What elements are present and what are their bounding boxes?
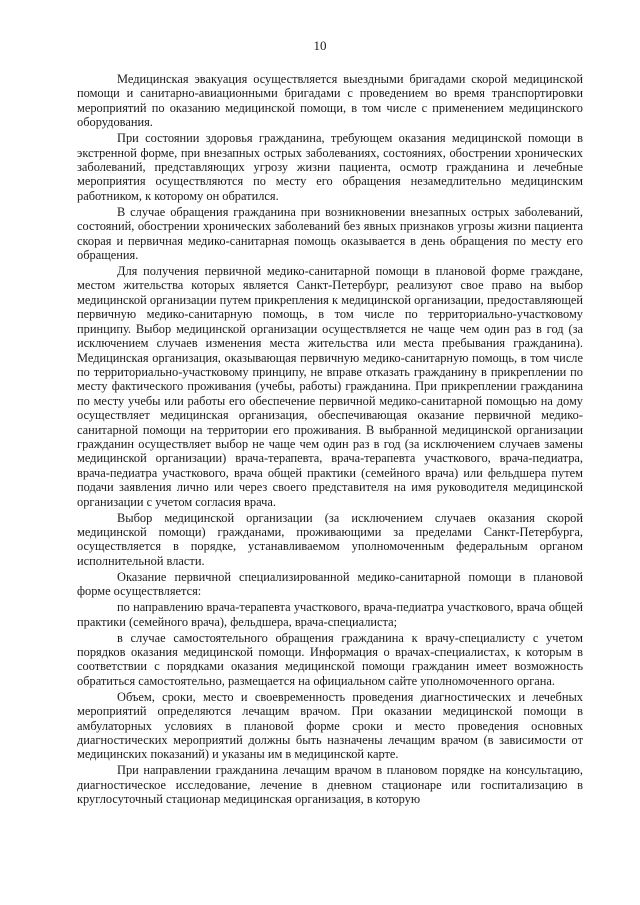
paragraph-planned-referral: При направлении гражданина лечащим врачом в плановом порядке на консультацию, диагностическое исследование, лечение в дневном стационаре или госпитализацию в круглосуточный стационар медицинская организация, в которую <box>77 763 583 807</box>
paragraph-specialized-care: Оказание первичной специализированной медико-санитарной помощи в плановой форме осуществляется: <box>77 569 583 599</box>
document-body <box>77 72 583 808</box>
paragraph-self-referral: в случае самостоятельного обращения гражданина к врачу-специалисту с учетом порядков оказания медицинской помощи. Информация о врачах-специалистах, к которым в соответствии с порядками оказания медицинской помощи гражданин имеет возможность обратиться самостоятельно, размещается на официальном сайте уполномоченного органа. <box>77 630 583 688</box>
page-number: 10 <box>313 38 327 53</box>
paragraph-referral: по направлению врача-терапевта участкового, врача-педиатра участкового, врача общей практики (семейного врача), фельдшера, врача-специалиста; <box>77 600 583 629</box>
paragraph-diagnostic-scope: Объем, сроки, место и своевременность проведения диагностических и лечебных мероприятий определяются лечащим врачом. При оказании медицинской помощи в амбулаторных условиях в плановой форме сроки и место проведения основных диагностических мероприятий должны быть назначены лечащим врачом (в зависимости от медицинских показаний) и указаны им в медицинской карте. <box>77 689 583 762</box>
paragraph-non-resident-choice: Выбор медицинской организации (за исключением случаев оказания скорой медицинской помощи) гражданами, проживающими за пределами Санкт-Петербурга, осуществляется в порядке, устанавливаемом уполномоченным федеральным органом исполнительной власти. <box>77 510 583 568</box>
paragraph-primary-care-choice: Для получения первичной медико-санитарной помощи в плановой форме граждане, местом жительства которых является Санкт-Петербург, реализуют свое право на выбор медицинской организации путем прикрепления к медицинской организации, предоставляющей первичную медико-санитарную помощь, в том числе по территориально-участковому принципу. Выбор медицинской организации осуществляется не чаще чем один раз в год (за исключением случаев изменения места жительства или места пребывания гражданина). Медицинская организация, оказывающая первичную медико-санитарную помощь, в том числе по территориально-участковому принципу, не вправе отказать гражданину в прикреплении по месту фактического проживания (учебы, работы) гражданина. При прикреплении гражданина по месту учебы или работы его обеспечение первичной медико-санитарной помощью на дому осуществляет медицинская организация, обеспечивающая оказание первичной медико-санитарной помощи на территории его проживания. В выбранной медицинской организации гражданин осуществляет выбор не чаще чем один раз в год (за исключением случаев замены медицинской организации) врача-терапевта, врача-терапевта участкового, врача-педиатра, врача-педиатра участкового, врача общей практики (семейного врача) или фельдшера путем подачи заявления лично или через своего представителя на имя руководителя медицинской организации с учетом согласия врача. <box>77 264 583 509</box>
paragraph-medical-evacuation: Медицинская эвакуация осуществляется выездными бригадами скорой медицинской помощи и санитарно-авиационными бригадами с проведением во время транспортировки мероприятий по оказанию медицинской помощи, в том числе с применением медицинского оборудования. <box>77 72 583 130</box>
paragraph-urgent-care: В случае обращения гражданина при возникновении внезапных острых заболеваний, состояний, обострении хронических заболеваний без явных признаков угрозы жизни пациента скорая и первичная медико-санитарная помощь оказывается в день обращения по месту его обращения. <box>77 204 583 263</box>
paragraph-emergency-care: При состоянии здоровья гражданина, требующем оказания медицинской помощи в экстренной форме, при внезапных острых заболеваниях, состояниях, обострении хронических заболеваний, представляющих угрозу жизни пациента, осмотр гражданина и лечебные мероприятия осуществляются по месту его обращения незамедлительно медицинским работником, к которому он обратился. <box>77 131 583 203</box>
